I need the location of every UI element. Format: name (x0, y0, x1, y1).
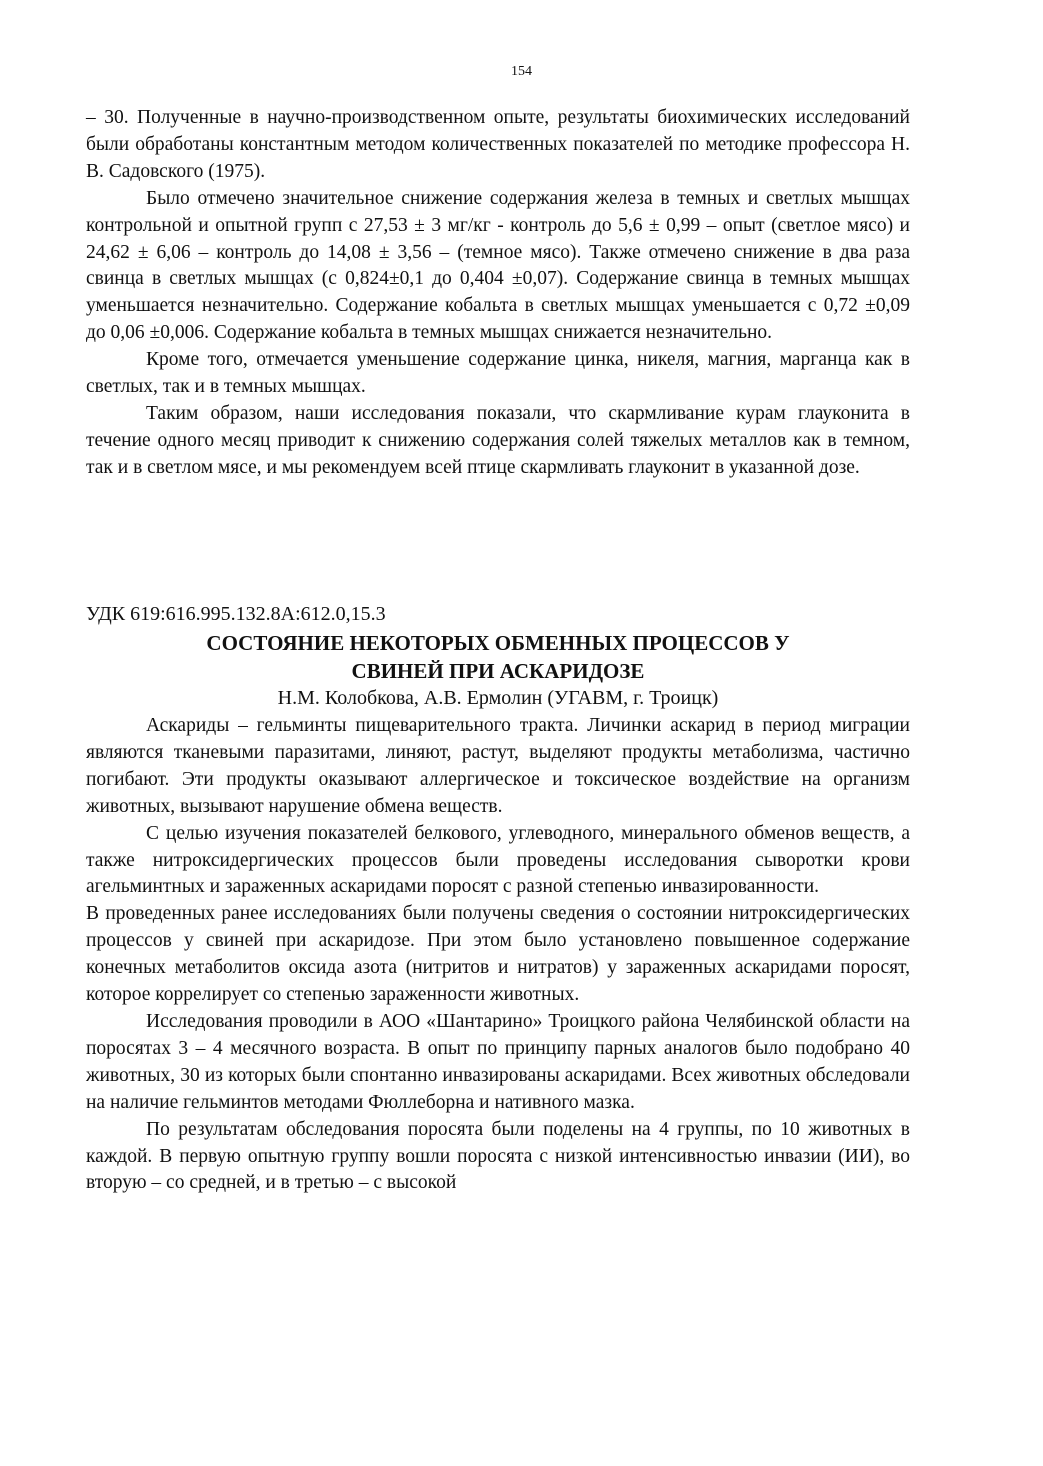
paragraph: В проведенных ранее исследованиях были получены сведения о состоянии нитроксидергических процессов у свиней при аскаридозе. При этом было установлено повышенное содержание конечных метаболитов оксида азота (нитритов и нитратов) у зараженных аскаридами поросят, которое коррелирует со степенью зараженности животных. (86, 903, 910, 1006)
paragraph: Было отмечено значительное снижение содержания железа в темных и светлых мышцах контрольной и опытной групп с 27,53 ± 3 мг/кг - контроль до 5,6 ± 0,99 – опыт (светлое мясо) и 24,62 ± 6,06 – контроль до 14,08 ± 3,56 – (темное мясо). Также отмечено снижение в два раза свинца в светлых мышцах (с 0,824±0,1 до 0,404 ±0,07). Содержание свинца в темных мышцах уменьшается незначительно. Содержание кобальта в светлых мышцах уменьшается с 0,72 ±0,09 до 0,06 ±0,006. Содержание кобальта в темных мышцах снижается незначительно. (86, 187, 910, 344)
paragraph: Кроме того, отмечается уменьшение содержание цинка, никеля, магния, марганца как в светлых, так и в темных мышцах. (86, 349, 910, 398)
article-title (86, 629, 910, 685)
paragraph: По результатам обследования поросята были поделены на 4 группы, по 10 животных в каждой. В первую опытную группу вошли поросята с низкой интенсивностью инвазии (ИИ), во вторую – со средней, и в третью – с высокой (86, 1118, 910, 1194)
article-authors: Н.М. Колобкова, А.В. Ермолин (УГАВМ, г. Троицк) (277, 687, 719, 709)
udk-code: УДК 619:616.995.132.8А:612.0,15.3 (86, 603, 386, 625)
paragraph: Таким образом, наши исследования показали, что скармливание курам глауконита в течение одного месяц приводит к снижению содержания солей тяжелых металлов как в темном, так и в светлом мясе, и мы рекомендуем всей птице скармливать глауконит в указанной дозе. (86, 402, 910, 478)
paragraph: Аскариды – гельминты пищеварительного тракта. Личинки аскарид в период миграции являются тканевыми паразитами, линяют, растут, выделяют продукты метаболизма, частично погибают. Эти продукты оказывают аллергическое и токсическое воздействие на организм животных, вызывают нарушение обмена веществ. (86, 715, 910, 817)
paragraph: – 30. Полученные в научно-производственном опыте, результаты биохимических исследований были обработаны константным методом количественных показателей по методике профессора Н. В. Садовского (1975). (86, 107, 910, 182)
paragraph: С целью изучения показателей белкового, углеводного, минерального обменов веществ, а также нитроксидергических процессов были проведены исследования сыворотки крови агельминтных и зараженных аскаридами поросят с разной степенью инвазированности. (86, 822, 910, 898)
paragraph: Исследования проводили в АОО «Шантарино» Троицкого района Челябинской области на поросятах 3 – 4 месячного возраста. В опыт по принципу парных аналогов было подобрано 40 животных, 30 из которых были спонтанно инвазированы аскаридами. Всех животных обследовали на наличие гельминтов методами Фюллеборна и нативного мазка. (86, 1010, 910, 1113)
previous-article-ending (86, 105, 910, 482)
title-line: СОСТОЯНИЕ НЕКОТОРЫХ ОБМЕННЫХ ПРОЦЕССОВ У (206, 631, 790, 655)
article-body (86, 713, 910, 1197)
page-number: 154 (511, 64, 532, 79)
title-line: СВИНЕЙ ПРИ АСКАРИДОЗЕ (351, 659, 645, 683)
